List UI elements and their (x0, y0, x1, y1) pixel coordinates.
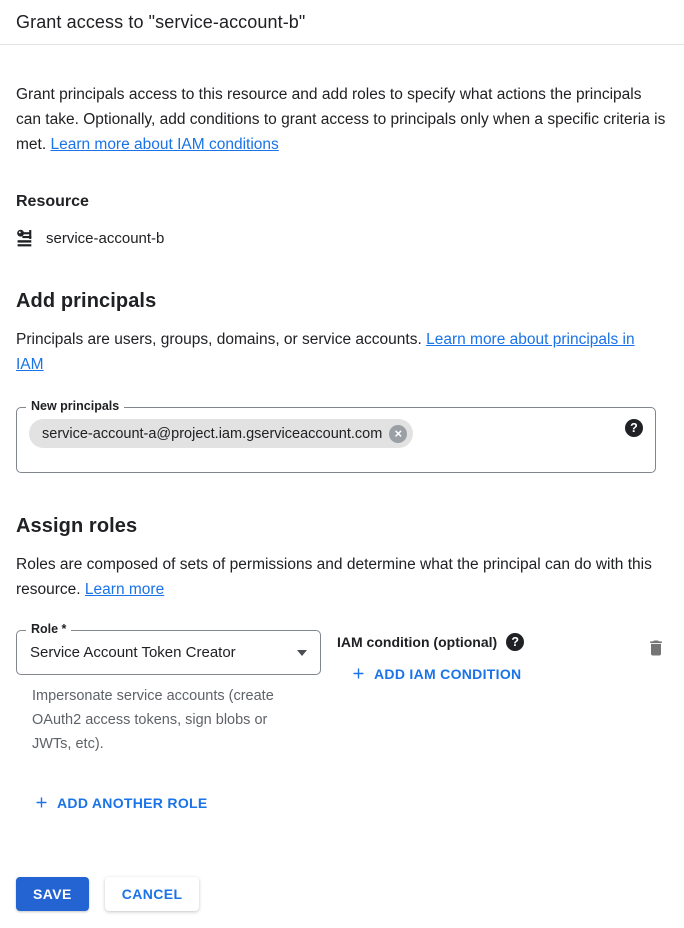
add-iam-condition-label: ADD IAM CONDITION (374, 665, 522, 682)
intro-paragraph (16, 82, 666, 157)
condition-column (337, 630, 644, 687)
role-row (16, 622, 668, 756)
role-label: Role * (26, 622, 71, 636)
new-principals-label: New principals (26, 399, 124, 413)
resource-name: service-account-b (46, 229, 165, 247)
principals-help-icon[interactable]: ? (625, 419, 643, 437)
add-another-role-label: ADD ANOTHER ROLE (57, 794, 208, 811)
roles-text: Roles are composed of sets of permissions and determine what the principal can do with this resource. (16, 556, 652, 598)
intro-text: Grant principals access to this resource and add roles to specify what actions the principals can take. Optionally, add conditions to grant access to principals only when a specific criteria is met. (16, 86, 666, 153)
dialog-footer (16, 877, 668, 911)
resource-row (16, 228, 668, 248)
add-iam-condition-button[interactable] (350, 665, 521, 682)
cancel-button[interactable]: CANCEL (105, 877, 200, 911)
principals-learn-more-link[interactable]: Learn more about principals in IAM (16, 331, 635, 373)
role-select[interactable] (16, 622, 321, 675)
add-another-role-button[interactable] (33, 794, 208, 811)
dialog-header (0, 0, 684, 45)
principal-chip-text: service-account-a@project.iam.gserviceaccount.com (42, 425, 383, 442)
new-principals-field[interactable] (16, 399, 656, 473)
roles-learn-more-link[interactable]: Learn more (84, 581, 165, 598)
resource-heading: Resource (16, 193, 89, 210)
remove-principal-icon[interactable]: × (389, 425, 407, 443)
roles-description (16, 552, 666, 602)
add-principals-heading: Add principals (16, 290, 157, 312)
condition-label-row (337, 633, 644, 651)
dropdown-arrow-icon (297, 650, 307, 656)
service-account-icon (16, 228, 36, 248)
plus-icon (33, 794, 50, 811)
principals-text: Principals are users, groups, domains, or service accounts. (16, 331, 427, 348)
dialog-title: Grant access to "service-account-b" (16, 12, 306, 32)
condition-label: IAM condition (optional) (337, 634, 498, 650)
role-helper-text: Impersonate service accounts (create OAuth2 access tokens, sign blobs or JWTs, etc). (32, 688, 274, 752)
role-value: Service Account Token Creator (30, 644, 236, 661)
principals-description (16, 327, 666, 377)
assign-roles-heading: Assign roles (16, 515, 138, 537)
save-button[interactable]: SAVE (16, 877, 89, 911)
condition-help-icon[interactable]: ? (506, 633, 524, 651)
plus-icon (350, 665, 367, 682)
iam-conditions-link[interactable]: Learn more about IAM conditions (50, 136, 279, 153)
principal-chip (29, 419, 413, 448)
role-column (16, 622, 321, 756)
delete-role-button[interactable] (644, 636, 668, 663)
trash-icon (646, 638, 666, 658)
